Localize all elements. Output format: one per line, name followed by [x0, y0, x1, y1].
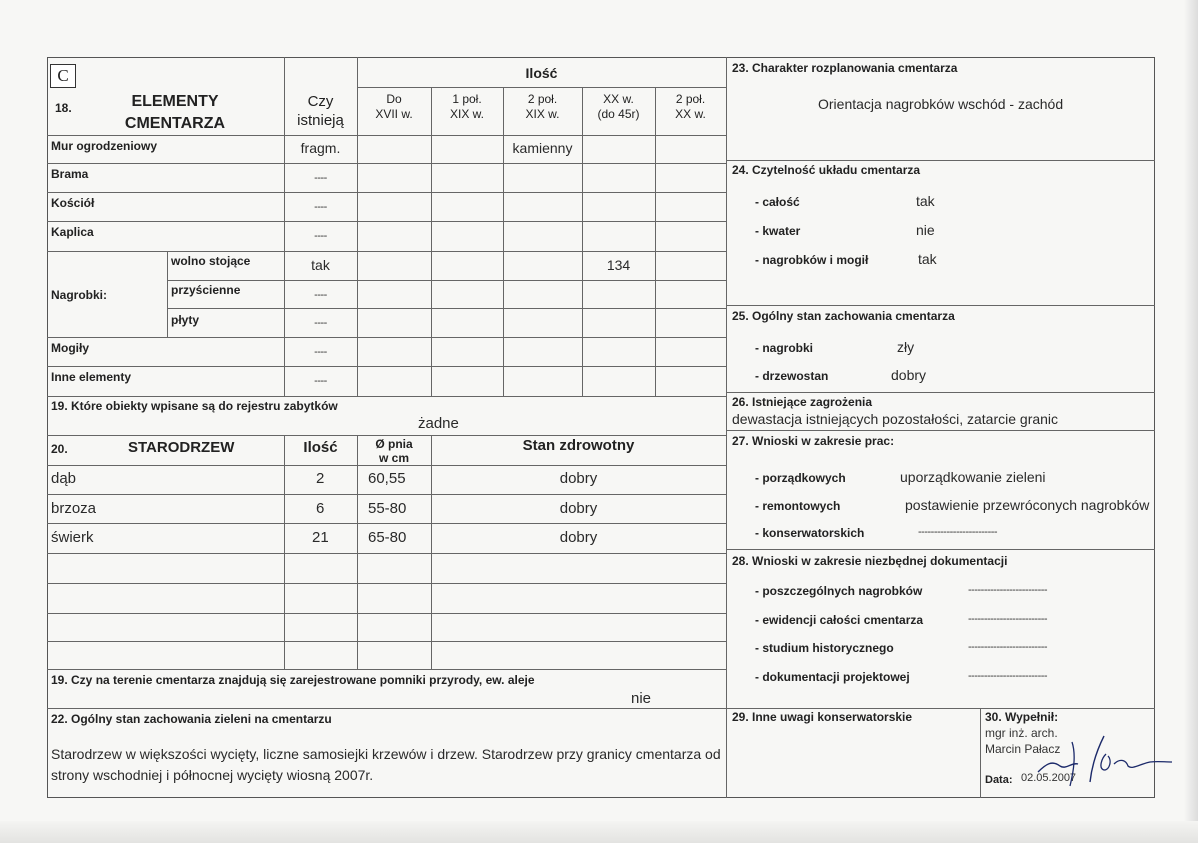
- author-title: mgr inż. arch.: [985, 726, 1058, 740]
- tree-name: dąb: [51, 470, 77, 487]
- section22-text-line1: Starodrzew w większości wycięty, liczne samosiejki krzewów i drzew. Starodrzew przy granicy cmentarza od: [51, 746, 721, 762]
- row-exists-wolno: tak: [311, 257, 330, 273]
- row-p3-mur: kamienny: [512, 140, 573, 156]
- section24-item-value: tak: [918, 251, 937, 267]
- tree-health: dobry: [559, 500, 598, 517]
- section19-nature-value: nie: [631, 690, 652, 707]
- period-5-line2: XX w.: [675, 107, 706, 121]
- row-exists-brama: ----: [314, 172, 327, 184]
- row-exists-mogily: ----: [314, 346, 327, 358]
- row-label-przyscienne: przyścienne: [171, 283, 241, 297]
- section27-item-label: - konserwatorskich: [755, 526, 865, 540]
- section19-registry-title: 19. Które obiekty wpisane są do rejestru zabytków: [51, 399, 338, 413]
- section25-item-label: - nagrobki: [755, 341, 814, 355]
- period-3-line2: XIX w.: [525, 107, 560, 121]
- tree-name: brzoza: [51, 500, 97, 517]
- row-label-mur: Mur ogrodzeniowy: [51, 139, 157, 153]
- tree-health-header: Stan zdrowotny: [522, 437, 635, 454]
- section27-item-label: - remontowych: [755, 499, 841, 513]
- section26-title: 26. Istniejące zagrożenia: [732, 395, 873, 409]
- section24-item-label: - nagrobków i mogił: [755, 253, 869, 267]
- section25-title: 25. Ogólny stan zachowania cmentarza: [732, 309, 955, 323]
- section30-title: 30. Wypełnił:: [985, 710, 1059, 724]
- period-4-line1: XX w.: [603, 92, 634, 106]
- section24-item-value: nie: [916, 222, 935, 238]
- section23-value: Orientacja nagrobków wschód - zachód: [818, 96, 1064, 112]
- section18-title-line1: ELEMENTY: [131, 93, 219, 110]
- section27-item-value: uporządkowanie zieleni: [900, 469, 1046, 485]
- section29-title: 29. Inne uwagi konserwatorskie: [732, 710, 913, 724]
- section26-value: dewastacja istniejących pozostałości, zatarcie granic: [732, 411, 1059, 427]
- section24-item-label: - kwater: [755, 224, 801, 238]
- nagrobki-label: Nagrobki:: [51, 288, 108, 302]
- row-exists-kosciol: ----: [314, 201, 327, 213]
- section28-item-value: -------------------------: [968, 670, 1048, 682]
- row-label-kosciol: Kościół: [51, 196, 95, 210]
- page-edge: [0, 821, 1198, 843]
- section27-item-value: -------------------------: [918, 526, 998, 538]
- row-label-inne: Inne elementy: [51, 370, 132, 384]
- section18-number: 18.: [55, 101, 72, 115]
- tree-qty: 2: [316, 470, 325, 487]
- row-p4-wolno: 134: [606, 257, 631, 273]
- tree-diameter: 65-80: [368, 529, 407, 546]
- row-exists-kaplica: ----: [314, 230, 327, 242]
- quantity-header: Ilość: [525, 65, 558, 81]
- handwritten-signature: [1032, 724, 1172, 794]
- section28-item-label: - studium historycznego: [755, 641, 894, 655]
- author-name: Marcin Pałacz: [985, 742, 1061, 756]
- section28-item-value: -------------------------: [968, 641, 1048, 653]
- section28-item-value: -------------------------: [968, 613, 1048, 625]
- tree-qty-header: Ilość: [303, 439, 338, 456]
- row-exists-plyty: ----: [314, 317, 327, 329]
- tree-qty: 21: [312, 529, 329, 546]
- row-label-plyty: płyty: [171, 313, 200, 327]
- period-4-line2: (do 45r): [597, 107, 640, 121]
- section28-item-label: - ewidencji całości cmentarza: [755, 613, 924, 627]
- row-label-brama: Brama: [51, 167, 89, 181]
- tree-diameter-header-line1: Ø pnia: [375, 437, 413, 451]
- tree-diameter: 55-80: [368, 500, 407, 517]
- section19-registry-value: żadne: [418, 415, 459, 432]
- period-2-line1: 1 poł.: [452, 92, 482, 106]
- exists-header-line1: Czy: [307, 93, 334, 110]
- section18-title-line2: CMENTARZA: [124, 115, 226, 132]
- tree-diameter: 60,55: [368, 470, 406, 487]
- row-exists-mur: fragm.: [300, 140, 341, 156]
- section-c-mark: C: [50, 64, 76, 88]
- section27-item-label: - porządkowych: [755, 471, 846, 485]
- period-1-line2: XVII w.: [375, 107, 413, 121]
- section24-item-value: tak: [916, 193, 935, 209]
- row-label-kaplica: Kaplica: [51, 225, 94, 239]
- section28-item-label: - dokumentacji projektowej: [755, 670, 910, 684]
- section24-title: 24. Czytelność układu cmentarza: [732, 163, 921, 177]
- section24-item-label: - całość: [755, 195, 800, 209]
- section25-item-value: zły: [897, 339, 915, 355]
- section28-title: 28. Wnioski w zakresie niezbędnej dokumentacji: [732, 554, 1008, 568]
- section19-nature-title: 19. Czy na terenie cmentarza znajdują się zarejestrowane pomniki przyrody, ew. aleje: [51, 673, 535, 687]
- section20-title: STARODRZEW: [128, 439, 235, 456]
- section27-title: 27. Wnioski w zakresie prac:: [732, 434, 895, 448]
- row-exists-przyscienne: ----: [314, 289, 327, 301]
- tree-health: dobry: [559, 529, 598, 546]
- row-label-wolno: wolno stojące: [171, 254, 251, 268]
- date-label: Data:: [985, 774, 1013, 786]
- section25-item-value: dobry: [891, 367, 927, 383]
- row-exists-inne: ----: [314, 375, 327, 387]
- period-2-line2: XIX w.: [449, 107, 484, 121]
- exists-header-line2: istnieją: [297, 112, 344, 129]
- section22-text-line2: strony wschodniej i północnej wycięty wiosną 2007r.: [51, 767, 374, 783]
- tree-health: dobry: [559, 470, 598, 487]
- period-5-line1: 2 poł.: [675, 92, 706, 106]
- tree-qty: 6: [316, 500, 325, 517]
- period-3-line1: 2 poł.: [527, 92, 558, 106]
- row-label-mogily: Mogiły: [51, 341, 89, 355]
- date-value: 02.05.2007: [1021, 772, 1077, 784]
- section20-number: 20.: [51, 442, 68, 456]
- section28-item-label: - poszczególnych nagrobków: [755, 584, 923, 598]
- section23-title: 23. Charakter rozplanowania cmentarza: [732, 61, 958, 75]
- period-1-line1: Do: [386, 92, 402, 106]
- section28-item-value: -------------------------: [968, 584, 1048, 596]
- section27-item-value: postawienie przewróconych nagrobków: [905, 497, 1150, 513]
- section25-item-label: - drzewostan: [755, 369, 829, 383]
- tree-name: świerk: [51, 529, 94, 546]
- section22-title: 22. Ogólny stan zachowania zieleni na cmentarzu: [51, 712, 332, 726]
- tree-diameter-header-line2: w cm: [378, 451, 409, 465]
